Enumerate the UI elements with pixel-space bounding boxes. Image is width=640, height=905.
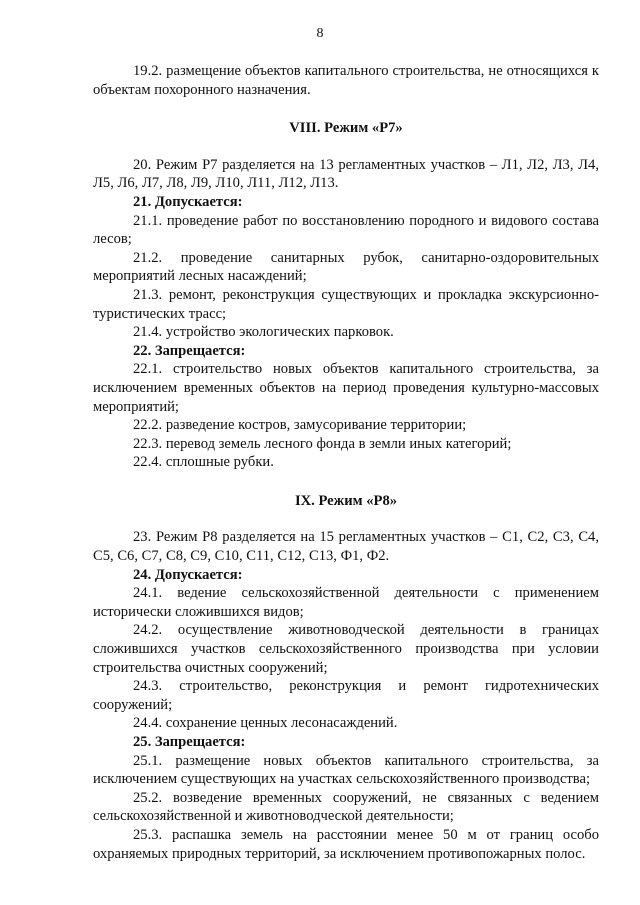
paragraph-20: 20. Режим Р7 разделяется на 13 регламентных участков – Л1, Л2, Л3, Л4, Л5, Л6, Л7, Л8, Л9, Л10, Л11, Л12, Л13. [93,156,599,192]
paragraph-24-1: 24.1. ведение сельскохозяйственной деятельности с применением исторически сложившихся видов; [93,585,599,620]
paragraph-24-3: 24.3. строительство, реконструкция и ремонт гидротехнических сооружений; [93,678,599,713]
paragraph-21-2: 21.2. проведение санитарных рубок, санитарно-оздоровительных мероприятий лесных насаждений; [93,249,599,285]
paragraph-21-heading: 21. Допускается: [133,193,243,210]
page-number: 8 [316,26,324,41]
paragraph-24-2: 24.2. осуществление животноводческой деятельности в границах сложившихся участков сельскохозяйственного производства при условии строительства очистных сооружений; [93,622,599,676]
section-heading-viii: VIII. Режим «Р7» [289,120,403,137]
paragraph-24-heading: 24. Допускается: [133,566,243,583]
paragraph-22-1: 22.1. строительство новых объектов капитального строительства, за исключением временных объектов на период проведения культурно-массовых мероприятий; [93,361,599,415]
paragraph-25-2: 25.2. возведение временных сооружений, не связанных с ведением сельскохозяйственной и животноводческой деятельности; [93,789,599,825]
paragraph-22-4: 22.4. сплошные рубки. [133,454,274,471]
paragraph-21-4: 21.4. устройство экологических парковок. [133,324,394,341]
paragraph-22-2: 22.2. разведение костров, замусоривание территории; [133,417,467,434]
paragraph-22-heading: 22. Запрещается: [133,342,246,359]
paragraph-25-1: 25.1. размещение новых объектов капитального строительства, за исключением существующих на участках сельскохозяйственного производства; [93,752,599,788]
paragraph-22-3: 22.3. перевод земель лесного фонда в земли иных категорий; [133,435,512,452]
document-body [93,62,599,863]
paragraph-23: 23. Режим Р8 разделяется на 15 регламентных участков – С1, С2, С3, С4, С5, С6, С7, С8, С9, С10, С11, С12, С13, Ф1, Ф2. [93,529,599,565]
paragraph-21-1: 21.1. проведение работ по восстановлению породного и видового состава лесов; [93,212,599,248]
paragraph-19-2: 19.2. размещение объектов капитального строительства, не относящихся к объектам похоронного назначения. [93,63,599,98]
paragraph-25-heading: 25. Запрещается: [133,734,246,750]
paragraph-25-3: 25.3. распашка земель на расстоянии менее 50 м от границ особо охраняемых природных территорий, за исключением противопожарных полос. [93,826,599,862]
section-heading-ix: IX. Режим «Р8» [294,492,398,509]
paragraph-21-3: 21.3. ремонт, реконструкция существующих и прокладка экскурсионно-туристических трасс; [93,286,599,322]
paragraph-24-4: 24.4. сохранение ценных лесонасаждений. [133,715,398,732]
